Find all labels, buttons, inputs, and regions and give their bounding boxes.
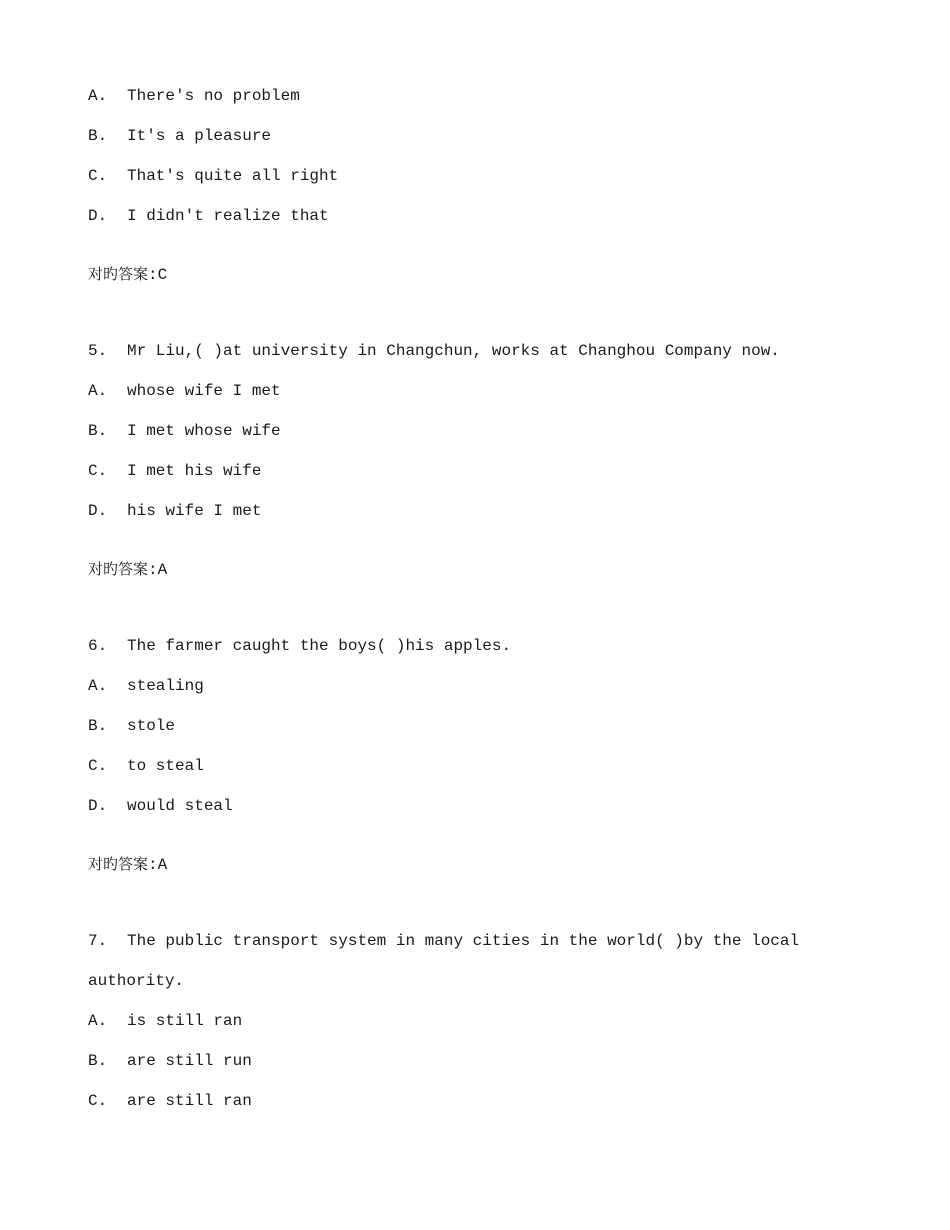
option-a: A. There's no problem xyxy=(88,87,300,105)
question-5-stem: 5. Mr Liu,( )at university in Changchun, works at Changhou Company now. xyxy=(88,342,780,360)
option-d: D. would steal xyxy=(88,797,233,815)
option-a: A. stealing xyxy=(88,677,204,695)
option-d: D. his wife I met xyxy=(88,502,262,520)
option-b: B. I met whose wife xyxy=(88,422,281,440)
option-c: C. That's quite all right xyxy=(88,167,339,185)
option-b: B. It's a pleasure xyxy=(88,127,272,145)
question-4-answer: 对旳答案:C xyxy=(88,265,168,284)
question-4-options xyxy=(88,78,888,238)
question-7-stem-continued: authority. xyxy=(88,972,185,990)
option-a: A. is still ran xyxy=(88,1012,243,1030)
option-d: D. I didn't realize that xyxy=(88,207,329,225)
question-5-answer: 对旳答案:A xyxy=(88,560,168,579)
option-b: B. stole xyxy=(88,717,176,735)
option-c: C. are still ran xyxy=(88,1092,252,1110)
question-7 xyxy=(88,923,888,1123)
question-6-answer: 对旳答案:A xyxy=(88,855,168,874)
question-6 xyxy=(88,628,888,828)
question-6-stem: 6. The farmer caught the boys( )his apples. xyxy=(88,637,512,655)
question-7-stem: 7. The public transport system in many cities in the world( )by the local xyxy=(88,932,800,950)
option-c: C. to steal xyxy=(88,757,204,775)
option-c: C. I met his wife xyxy=(88,462,262,480)
document-page xyxy=(88,78,888,1123)
option-b: B. are still run xyxy=(88,1052,252,1070)
question-5 xyxy=(88,333,888,533)
option-a: A. whose wife I met xyxy=(88,382,281,400)
